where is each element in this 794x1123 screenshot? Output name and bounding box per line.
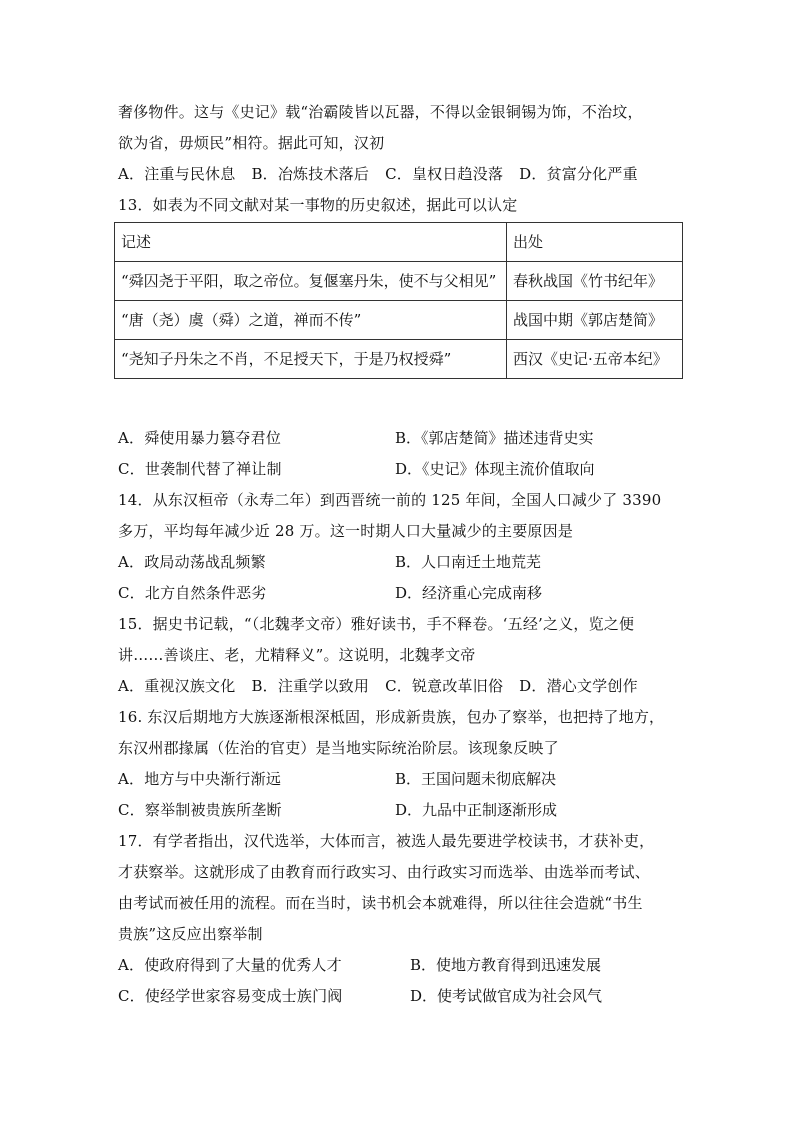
q17-stem-line-1: 17．有学者指出，汉代选举，大体而言，被选人最先要进学校读书，才获补吏， [118,832,655,850]
q14-stem-line-2: 多万，平均每年减少近 28 万。这一时期人口大量减少的主要原因是 [118,522,574,540]
q15-options [118,676,654,696]
table-row [115,340,683,379]
q17-option-a[interactable]: A．使政府得到了大量的优秀人才 [118,956,342,974]
q13-option-d[interactable]: D．《史记》体现主流价值取向 [395,460,595,478]
q14-option-a[interactable]: A．政局动荡战乱频繁 [118,553,266,571]
q16-option-d[interactable]: D．九品中正制逐渐形成 [395,801,558,819]
q13-option-a[interactable]: A．舜使用暴力篡夺君位 [118,429,282,447]
q13-options-row-1 [118,428,281,448]
table-cell-record: “舜囚尧于平阳，取之帝位。复偃塞丹朱，使不与父相见” [115,262,507,301]
q12-option-a[interactable]: A．注重与民休息 [118,165,236,183]
table-cell-source: 战国中期《郭店楚简》 [507,301,683,340]
q12-options [118,164,654,184]
q14-option-c[interactable]: C．北方自然条件恶劣 [118,584,267,602]
q16-stem-line-2: 东汉州郡掾属（佐治的官吏）是当地实际统治阶层。该现象反映了 [118,739,559,757]
q15-option-d[interactable]: D．潜心文学创作 [519,677,638,695]
table-cell-record: “唐（尧）虞（舜）之道，禅而不传” [115,301,507,340]
q14-option-d[interactable]: D．经济重心完成南移 [395,584,543,602]
q17-option-c[interactable]: C．使经学世家容易变成士族门阀 [118,987,343,1005]
table-cell-source: 春秋战国《竹书纪年》 [507,262,683,301]
source-table [114,222,683,379]
table-row [115,301,683,340]
q17-stem-line-2: 才获察举。这就形成了由教育而行政实习、由行政实习而选举、由选举而考试、 [118,863,651,881]
intro-line-2: 欲为省，毋烦民”相符。据此可知，汉初 [118,134,385,152]
q17-stem-line-3: 由考试而被任用的流程。而在当时，读书机会本就难得，所以往往会造就“书生 [118,894,643,912]
q16-option-a[interactable]: A．地方与中央渐行渐远 [118,770,282,788]
table-header-row [115,223,683,262]
table-cell-source: 西汉《史记·五帝本纪》 [507,340,683,379]
table-header-source: 出处 [507,223,683,262]
q14-stem-line-1: 14．从东汉桓帝（永寿二年）到西晋统一前的 125 年间，全国人口减少了 3390 [118,491,662,509]
q15-option-c[interactable]: C．锐意改革旧俗 [385,677,504,695]
q13-option-c[interactable]: C．世袭制代替了禅让制 [118,460,282,478]
table-cell-record: “尧知子丹朱之不肖，不足授天下，于是乃权授舜” [115,340,507,379]
table-row [115,262,683,301]
q12-option-b[interactable]: B．冶炼技术落后 [251,165,370,183]
q15-stem-line-2: 讲……善谈庄、老，尤精释义”。这说明，北魏孝文帝 [118,646,476,664]
q13-stem: 13．如表为不同文献对某一事物的历史叙述，据此可以认定 [118,196,518,214]
q14-option-b[interactable]: B．人口南迁土地荒芜 [395,553,542,571]
q12-option-c[interactable]: C．皇权日趋没落 [385,165,504,183]
q16-stem-line-1: 16. 东汉后期地方大族逐渐根深柢固，形成新贵族，包办了察举，也把持了地方， [118,708,665,726]
q16-option-b[interactable]: B．王国问题未彻底解决 [395,770,557,788]
q13-option-b[interactable]: B．《郭店楚简》描述违背史实 [395,429,594,447]
intro-line-1: 奢侈物件。这与《史记》载“治霸陵皆以瓦器，不得以金银铜锡为饰，不治坟， [118,103,643,121]
q17-stem-line-4: 贵族”这反应出察举制 [118,925,263,943]
q15-option-b[interactable]: B．注重学以致用 [251,677,370,695]
q17-option-d[interactable]: D．使考试做官成为社会风气 [410,987,603,1005]
q15-stem-line-1: 15．据史书记载，“（北魏孝文帝）雅好读书，手不释卷。‘五经’之义，览之便 [118,615,635,633]
q13-options-row-2 [118,459,282,479]
q16-option-c[interactable]: C．察举制被贵族所垄断 [118,801,282,819]
q12-option-d[interactable]: D．贫富分化严重 [519,165,638,183]
q15-option-a[interactable]: A．重视汉族文化 [118,677,236,695]
table-header-record: 记述 [115,223,507,262]
q17-option-b[interactable]: B．使地方教育得到迅速发展 [410,956,602,974]
